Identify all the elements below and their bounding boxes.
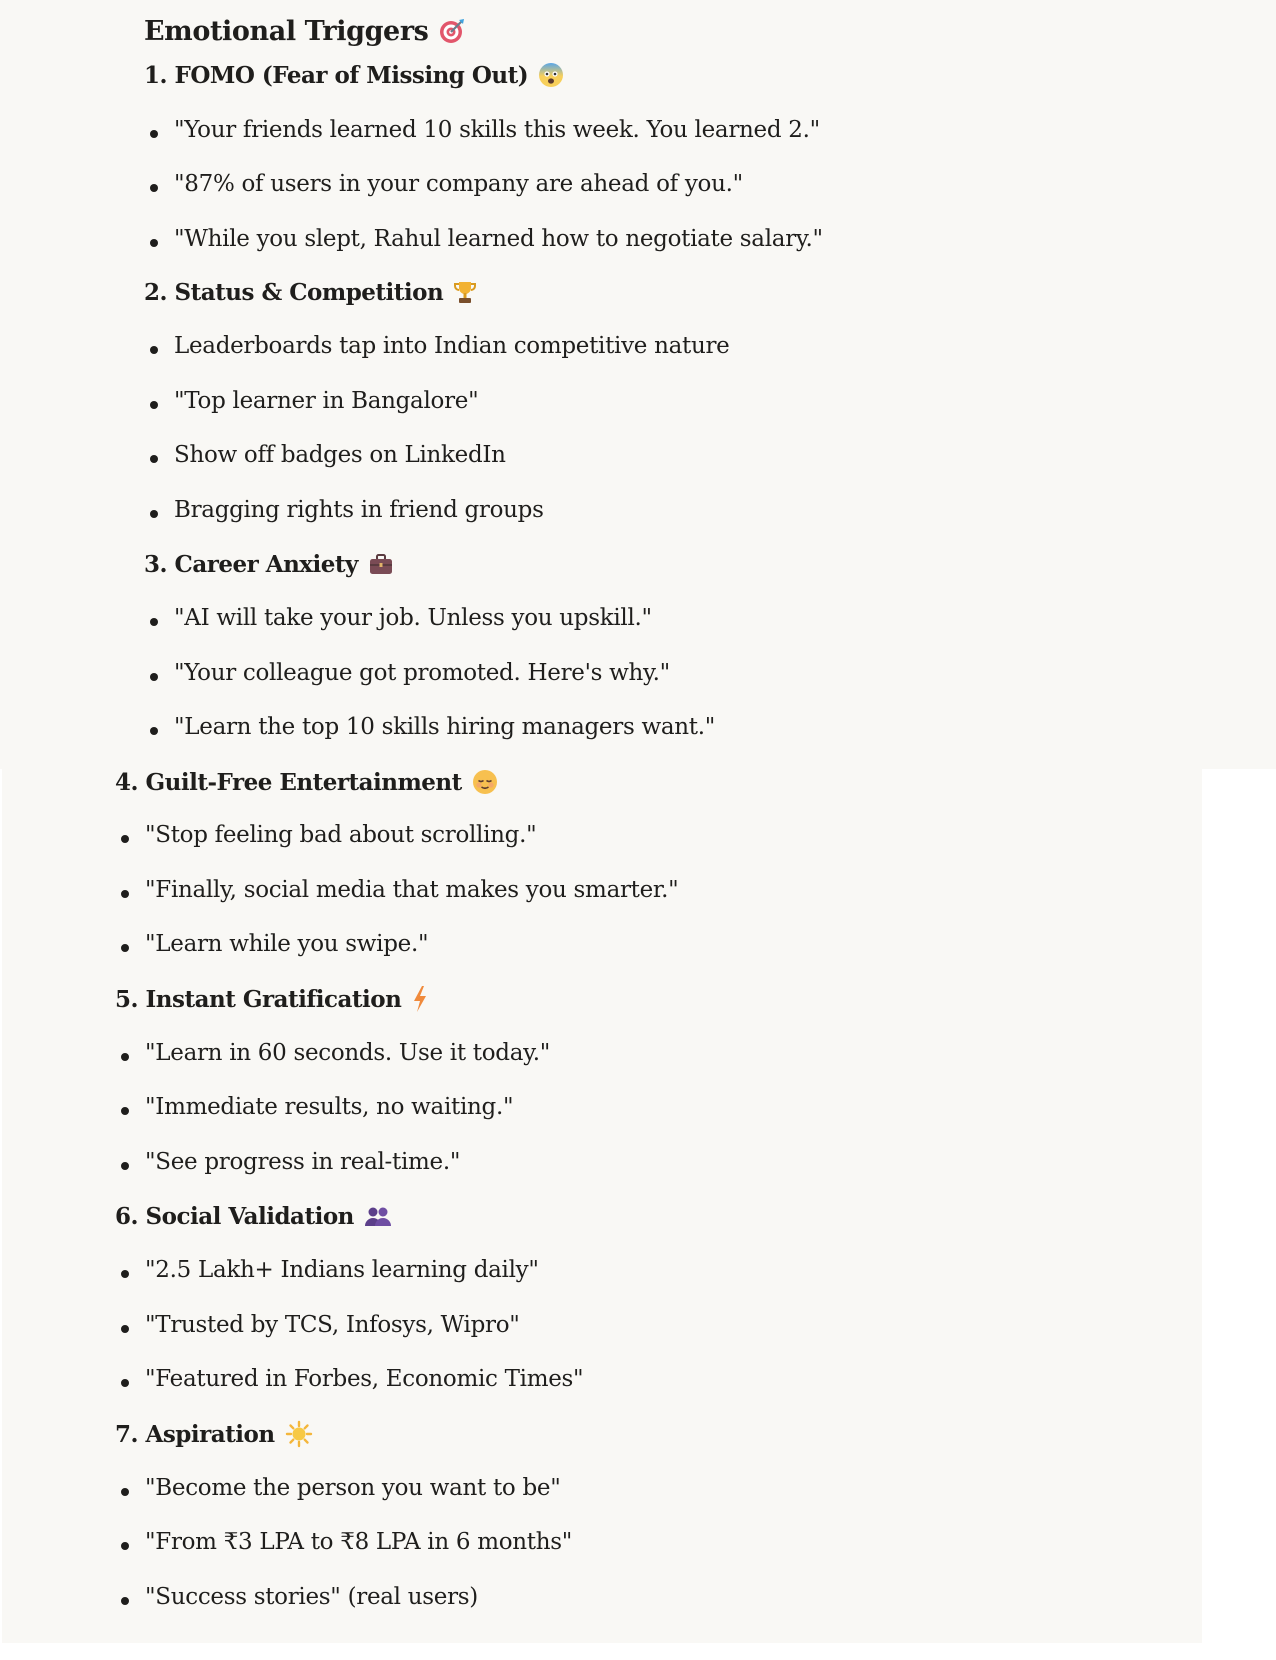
section-heading — [115, 1421, 313, 1450]
list-item: "2.5 Lakh+ Indians learning daily" — [145, 1257, 539, 1283]
list-item: "Finally, social media that makes you smarter." — [145, 877, 679, 903]
list-item: "Learn while you swipe." — [145, 931, 429, 957]
bullet-dot — [121, 944, 129, 952]
bullet-dot — [121, 835, 129, 843]
upper-document-panel — [0, 0, 1276, 769]
briefcase-icon — [368, 552, 394, 576]
bullet-dot — [150, 130, 158, 138]
section-heading-text: 3. Career Anxiety — [144, 551, 358, 578]
list-item: "Immediate results, no waiting." — [145, 1094, 514, 1120]
list-item: "Your friends learned 10 skills this week. You learned 2." — [174, 117, 820, 143]
list-item: "Top learner in Bangalore" — [174, 388, 479, 414]
section-heading-text: 4. Guilt-Free Entertainment — [115, 769, 462, 796]
scared-face-icon — [538, 62, 564, 88]
list-item: Leaderboards tap into Indian competitive nature — [174, 333, 730, 359]
bullet-dot — [150, 618, 158, 626]
list-item: "Trusted by TCS, Infosys, Wipro" — [145, 1312, 520, 1338]
section-heading — [144, 279, 477, 307]
bullet-dot — [121, 890, 129, 898]
section-heading — [115, 1203, 392, 1230]
bullet-dot — [150, 455, 158, 463]
list-item: "87% of users in your company are ahead of you." — [174, 171, 743, 197]
lightning-icon — [411, 985, 429, 1013]
bullet-dot — [121, 1270, 129, 1278]
section-heading-text: 2. Status & Competition — [144, 279, 444, 306]
target-icon — [438, 17, 466, 45]
section-heading-text: 1. FOMO (Fear of Missing Out) — [144, 62, 529, 89]
page-title — [144, 16, 466, 47]
list-item: "From ₹3 LPA to ₹8 LPA in 6 months" — [145, 1529, 573, 1555]
bullet-dot — [150, 673, 158, 681]
section-heading-text: 7. Aspiration — [115, 1421, 275, 1448]
list-item: "See progress in real-time." — [145, 1149, 461, 1175]
trophy-icon — [453, 279, 477, 305]
bullet-dot — [121, 1542, 129, 1550]
bullet-dot — [150, 401, 158, 409]
list-item: Bragging rights in friend groups — [174, 497, 544, 523]
list-item: "Featured in Forbes, Economic Times" — [145, 1366, 584, 1392]
bullet-dot — [150, 184, 158, 192]
sun-icon — [285, 1420, 313, 1448]
list-item: "Become the person you want to be" — [145, 1475, 561, 1501]
list-item: Show off badges on LinkedIn — [174, 442, 506, 468]
section-heading-text: 5. Instant Gratification — [115, 986, 402, 1013]
bullet-dot — [121, 1162, 129, 1170]
relieved-face-icon — [472, 769, 498, 795]
list-item: "Success stories" (real users) — [145, 1584, 478, 1610]
bullet-dot — [121, 1488, 129, 1496]
section-heading — [115, 769, 498, 797]
bullet-dot — [150, 239, 158, 247]
bullet-dot — [121, 1597, 129, 1605]
list-item: "Learn in 60 seconds. Use it today." — [145, 1040, 551, 1066]
list-item: "AI will take your job. Unless you upskill." — [174, 605, 652, 631]
people-icon — [364, 1204, 392, 1228]
section-heading-text: 6. Social Validation — [115, 1203, 354, 1230]
page-title-text: Emotional Triggers — [144, 16, 429, 47]
bullet-dot — [150, 727, 158, 735]
bullet-dot — [121, 1379, 129, 1387]
bullet-dot — [121, 1053, 129, 1061]
section-heading — [144, 62, 564, 90]
section-heading — [115, 986, 429, 1015]
bullet-dot — [121, 1325, 129, 1333]
list-item: "Learn the top 10 skills hiring managers want." — [174, 714, 716, 740]
section-heading — [144, 551, 394, 578]
list-item: "While you slept, Rahul learned how to negotiate salary." — [174, 226, 823, 252]
bullet-dot — [150, 510, 158, 518]
list-item: "Your colleague got promoted. Here's why." — [174, 660, 670, 686]
bullet-dot — [150, 346, 158, 354]
bullet-dot — [121, 1107, 129, 1115]
list-item: "Stop feeling bad about scrolling." — [145, 822, 537, 848]
